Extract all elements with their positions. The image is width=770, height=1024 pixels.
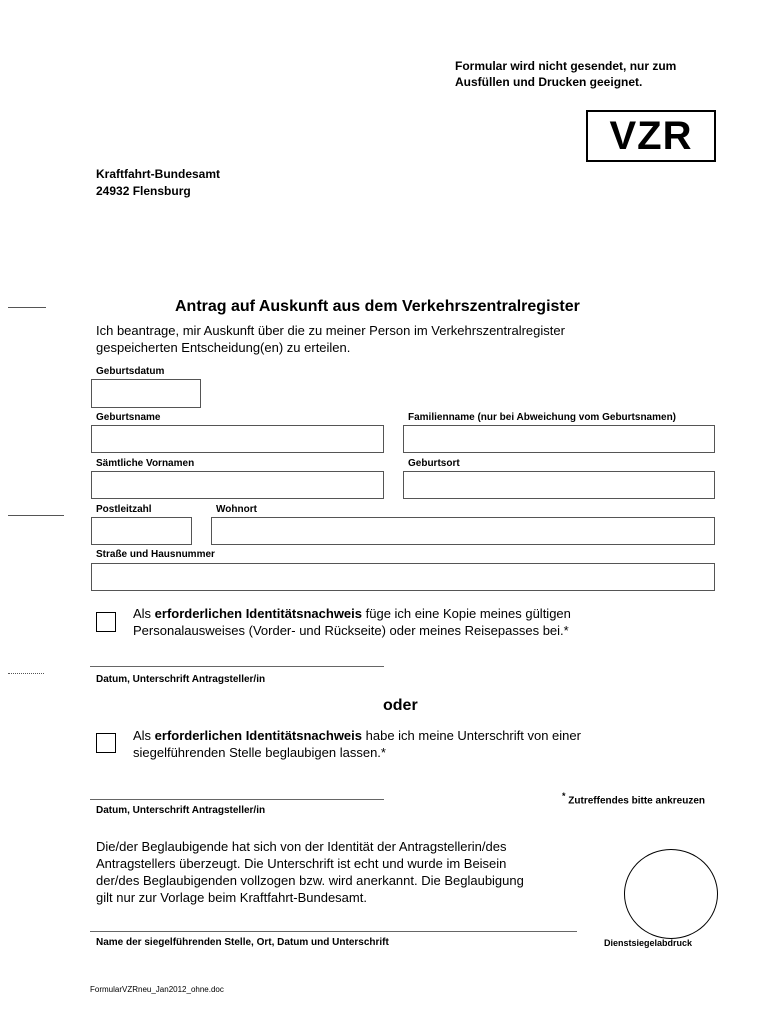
option-2-bold: erforderlichen Identitätsnachweis xyxy=(154,728,363,743)
notice-line-1: Formular wird nicht gesendet, nur zum xyxy=(455,59,677,73)
intro-line-1: Ich beantrage, mir Auskunft über die zu meiner Person im Verkehrszentralregister xyxy=(96,323,565,338)
official-seal-circle xyxy=(624,849,718,939)
geburtsdatum-label: Geburtsdatum xyxy=(96,366,165,377)
footnote xyxy=(562,791,705,806)
geburtsort-input[interactable] xyxy=(403,471,715,499)
recipient-address xyxy=(96,166,220,200)
seal-label: Dienstsiegelabdruck xyxy=(604,938,693,948)
wohnort-label: Wohnort xyxy=(216,504,257,515)
document-filename: FormularVZRneu_Jan2012_ohne.doc xyxy=(90,985,224,994)
option-1-line-1 xyxy=(133,605,733,622)
strasse-label: Straße und Hausnummer xyxy=(96,549,215,560)
option-2-line-1 xyxy=(133,727,733,744)
address-line-2: 24932 Flensburg xyxy=(96,184,191,198)
certification-line-3: der/des Beglaubigenden vollzogen bzw. wird anerkannt. Die Beglaubigung xyxy=(96,873,524,888)
strasse-input[interactable] xyxy=(91,563,715,591)
certified-signature-checkbox[interactable] xyxy=(96,733,116,753)
geburtsdatum-input[interactable] xyxy=(91,379,201,408)
option-2-text xyxy=(133,727,733,761)
certification-line-2: Antragstellers überzeugt. Die Unterschrift ist echt und wurde im Beisein xyxy=(96,856,507,871)
option-1-line-2: Personalausweises (Vorder- und Rückseite) oder meines Reisepasses bei.* xyxy=(133,623,569,638)
option-2-post: habe ich meine Unterschrift von einer xyxy=(362,728,581,743)
option-2-line-2: siegelführenden Stelle beglaubigen lassen.* xyxy=(133,745,386,760)
id-copy-checkbox[interactable] xyxy=(96,612,116,632)
vzr-logo: VZR xyxy=(586,110,716,162)
fold-mark xyxy=(8,307,46,308)
vornamen-label: Sämtliche Vornamen xyxy=(96,458,195,469)
wohnort-input[interactable] xyxy=(211,517,715,545)
oder-separator: oder xyxy=(383,697,418,714)
notice-line-2: Ausfüllen und Drucken geeignet. xyxy=(455,75,643,89)
postleitzahl-input[interactable] xyxy=(91,517,192,545)
option-1-pre: Als xyxy=(133,606,155,621)
postleitzahl-label: Postleitzahl xyxy=(96,504,152,515)
geburtsname-input[interactable] xyxy=(91,425,384,453)
intro-text xyxy=(96,322,696,356)
vornamen-input[interactable] xyxy=(91,471,384,499)
signature-line-1 xyxy=(90,666,384,667)
option-1-bold: erforderlichen Identitätsnachweis xyxy=(154,606,363,621)
footnote-text: Zutreffendes bitte ankreuzen xyxy=(565,795,705,807)
intro-line-2: gespeicherten Entscheidung(en) zu erteilen. xyxy=(96,340,351,355)
geburtsort-label: Geburtsort xyxy=(408,458,460,469)
familienname-input[interactable] xyxy=(403,425,715,453)
punch-mark xyxy=(8,515,64,516)
signature-label-2: Datum, Unterschrift Antragsteller/in xyxy=(96,805,266,816)
form-notice xyxy=(455,58,735,90)
signature-line-3 xyxy=(90,931,577,932)
form-title: Antrag auf Auskunft aus dem Verkehrszentralregister xyxy=(175,298,580,315)
certification-text xyxy=(96,838,596,906)
geburtsname-label: Geburtsname xyxy=(96,412,161,423)
option-1-post: füge ich eine Kopie meines gültigen xyxy=(362,606,571,621)
address-line-1: Kraftfahrt-Bundesamt xyxy=(96,167,221,181)
option-1-text xyxy=(133,605,733,639)
signature-line-2 xyxy=(90,799,384,800)
familienname-label: Familienname (nur bei Abweichung vom Geburtsnamen) xyxy=(408,412,677,423)
certifier-signature-label: Name der siegelführenden Stelle, Ort, Datum und Unterschrift xyxy=(96,937,389,948)
footnote-mark: * xyxy=(562,791,566,801)
option-2-pre: Als xyxy=(133,728,155,743)
signature-label-1: Datum, Unterschrift Antragsteller/in xyxy=(96,674,266,685)
certification-line-4: gilt nur zur Vorlage beim Kraftfahrt-Bundesamt. xyxy=(96,890,367,905)
certification-line-1: Die/der Beglaubigende hat sich von der Identität der Antragstellerin/des xyxy=(96,839,507,854)
fold-mark xyxy=(8,673,44,674)
